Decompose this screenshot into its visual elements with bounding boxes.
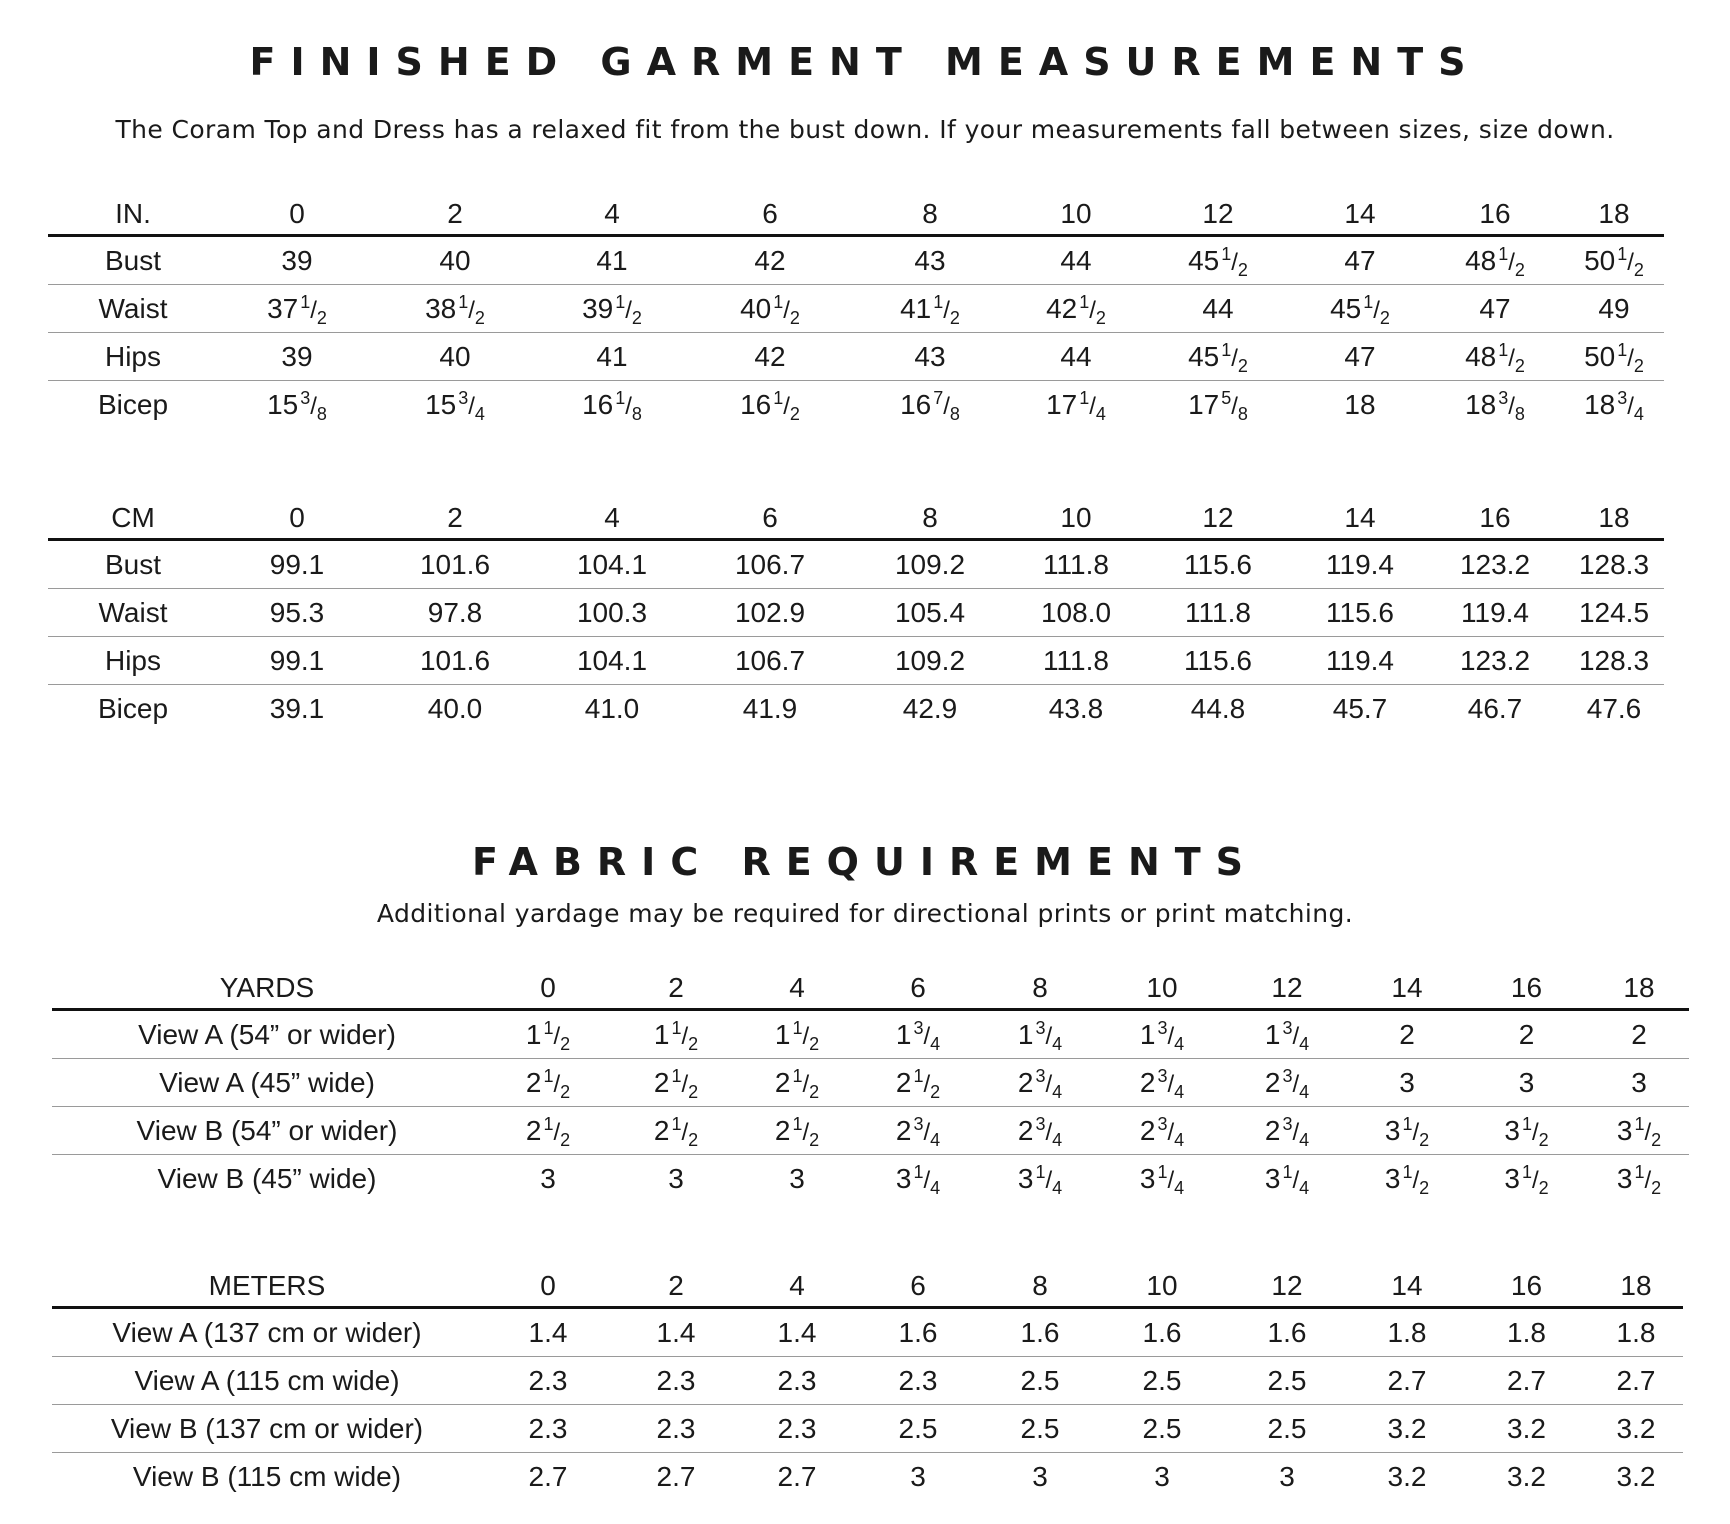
table-row: [52, 1107, 1689, 1155]
size-header: 0: [218, 186, 376, 236]
table-cell: 123.2: [1426, 637, 1564, 685]
size-header: 10: [1100, 1258, 1224, 1308]
row-label: Bicep: [97, 692, 169, 724]
table-cell: 46.7: [1467, 692, 1523, 724]
table-cell: 18 $^3/_8$: [1465, 387, 1525, 424]
size-header: 10: [1100, 960, 1224, 1010]
table-cell: 3 $^1/_2$: [1384, 1161, 1430, 1198]
table-cell: 115.6: [1142, 540, 1294, 589]
table-cell: 39: [218, 333, 376, 381]
table-cell: 3 $^1/_2$: [1589, 1107, 1689, 1155]
table-row: [52, 1453, 1683, 1501]
table-cell: 3.2: [1464, 1405, 1589, 1453]
row-label: View B (137 cm or wider): [52, 1405, 482, 1453]
table-cell: 128.3: [1564, 540, 1664, 589]
table-cell: 2.3: [614, 1405, 738, 1453]
table-cell: 2 $^3/_4$: [1224, 1107, 1350, 1155]
size-header: 2: [376, 186, 534, 236]
table-cell: 3: [1279, 1460, 1295, 1492]
table-cell: 3 $^1/_2$: [1504, 1161, 1549, 1198]
size-header: 8: [980, 1258, 1100, 1308]
table-cell: 40 $^1/_2$: [690, 285, 850, 333]
table-cell: 2 $^3/_4$: [856, 1107, 980, 1155]
table-cell: 2 $^1/_2$: [482, 1059, 614, 1107]
row-label: Waist: [48, 285, 218, 333]
table-cell: 2 $^1/_2$: [482, 1107, 614, 1155]
header-row: [48, 186, 1664, 236]
table-cell: 50 $^1/_2$: [1564, 236, 1664, 285]
table-cell: 45 $^1/_2$: [1294, 285, 1426, 333]
table-cell: 2.5: [1224, 1405, 1350, 1453]
table-cell: 16 $^7/_8$: [900, 387, 960, 424]
table-cell: 18: [1344, 388, 1376, 420]
table-cell: 2.5: [1100, 1405, 1224, 1453]
table-cell: 50 $^1/_2$: [1564, 333, 1664, 381]
table-cell: 101.6: [376, 540, 534, 589]
table-cell: 1 $^3/_4$: [980, 1010, 1100, 1059]
size-header: 6: [856, 960, 980, 1010]
table-cell: 128.3: [1564, 637, 1664, 685]
header-row: [48, 490, 1664, 540]
table-cell: 16 $^1/_8$: [582, 387, 642, 424]
table-row: [48, 685, 1664, 733]
table-cell: 2 $^1/_2$: [738, 1107, 856, 1155]
table-cell: 1.8: [1350, 1308, 1464, 1357]
size-header: 6: [856, 1258, 980, 1308]
table-cell: 3 $^1/_2$: [1616, 1161, 1662, 1198]
table-cell: 1.8: [1464, 1308, 1589, 1357]
garment-measurements-subtitle: The Coram Top and Dress has a relaxed fit from the bust down. If your measurements fall between sizes, size down.: [115, 115, 1615, 144]
table-cell: 1.8: [1589, 1308, 1683, 1357]
table-cell: 42 $^1/_2$: [1010, 285, 1142, 333]
table-cell: 3: [910, 1460, 926, 1492]
table-cell: 124.5: [1564, 589, 1664, 637]
table-cell: 1 $^1/_2$: [482, 1010, 614, 1059]
table-cell: 3: [540, 1162, 556, 1194]
table-cell: 39: [218, 236, 376, 285]
table-cell: 41.9: [742, 692, 798, 724]
size-header: 14: [1294, 490, 1426, 540]
table-cell: 1 $^3/_4$: [1224, 1010, 1350, 1059]
size-header: 18: [1564, 186, 1664, 236]
table-cell: 2.5: [856, 1405, 980, 1453]
table-cell: 109.2: [850, 540, 1010, 589]
table-cell: 44: [1010, 236, 1142, 285]
table-cell: 105.4: [850, 589, 1010, 637]
table-cell: 15 $^3/_8$: [267, 387, 327, 424]
table-cell: 39 $^1/_2$: [534, 285, 690, 333]
size-header: 6: [690, 186, 850, 236]
row-label: Hips: [48, 637, 218, 685]
table-cell: 109.2: [850, 637, 1010, 685]
table-cell: 2.5: [980, 1405, 1100, 1453]
table-cell: 123.2: [1426, 540, 1564, 589]
row-label: View B (45” wide): [157, 1162, 377, 1194]
garment-measurements-title: FINISHED GARMENT MEASUREMENTS: [249, 40, 1481, 84]
table-cell: 3 $^1/_4$: [895, 1161, 941, 1198]
table-cell: 104.1: [534, 637, 690, 685]
table-cell: 18 $^3/_4$: [1584, 387, 1644, 424]
table-cell: 3.2: [1589, 1405, 1683, 1453]
table-cell: 2.7: [1589, 1357, 1683, 1405]
table-cell: 2 $^3/_4$: [1100, 1059, 1224, 1107]
table-cell: 2: [1589, 1010, 1689, 1059]
size-header: 18: [1564, 490, 1664, 540]
table-cell: 16 $^1/_2$: [740, 387, 800, 424]
table-cell: 111.8: [1010, 540, 1142, 589]
size-header: 4: [738, 960, 856, 1010]
row-label: Hips: [48, 333, 218, 381]
size-header: 14: [1350, 960, 1464, 1010]
table-cell: 40: [376, 333, 534, 381]
table-row: [52, 1405, 1683, 1453]
table-cell: 101.6: [376, 637, 534, 685]
table-cell: 37 $^1/_2$: [218, 285, 376, 333]
table-row: [48, 540, 1664, 589]
table-cell: 47: [1294, 236, 1426, 285]
table-cell: 2.5: [1224, 1357, 1350, 1405]
table-cell: 1.4: [614, 1308, 738, 1357]
table-cell: 2 $^3/_4$: [980, 1107, 1100, 1155]
row-label: Bicep: [97, 388, 169, 420]
table-row: [48, 637, 1664, 685]
size-header: 16: [1426, 186, 1564, 236]
unit-header: IN.: [48, 186, 218, 236]
size-header: 14: [1350, 1258, 1464, 1308]
yards-table: [52, 960, 1689, 1202]
centimeters-table: [48, 490, 1664, 732]
table-cell: 2.7: [656, 1460, 696, 1492]
table-cell: 1.4: [482, 1308, 614, 1357]
size-header: 8: [850, 490, 1010, 540]
table-cell: 2 $^1/_2$: [614, 1059, 738, 1107]
table-cell: 2 $^1/_2$: [614, 1107, 738, 1155]
size-header: 18: [1589, 1258, 1683, 1308]
table-cell: 3 $^1/_4$: [1264, 1161, 1310, 1198]
table-cell: 3: [668, 1162, 684, 1194]
meters-table: [52, 1258, 1683, 1500]
table-cell: 119.4: [1426, 589, 1564, 637]
table-cell: 3 $^1/_4$: [1139, 1161, 1185, 1198]
fabric-requirements-title: FABRIC REQUIREMENTS: [471, 840, 1259, 884]
table-cell: 2.3: [482, 1357, 614, 1405]
size-header: 16: [1464, 960, 1589, 1010]
size-header: 0: [218, 490, 376, 540]
table-cell: 41 $^1/_2$: [850, 285, 1010, 333]
table-cell: 106.7: [690, 637, 850, 685]
table-cell: 42: [690, 236, 850, 285]
row-label: View B (54” or wider): [52, 1107, 482, 1155]
table-cell: 2.3: [738, 1405, 856, 1453]
table-cell: 2: [1464, 1010, 1589, 1059]
table-cell: 2.7: [528, 1460, 568, 1492]
table-cell: 1 $^3/_4$: [856, 1010, 980, 1059]
table-cell: 119.4: [1294, 637, 1426, 685]
table-cell: 2.7: [1464, 1357, 1589, 1405]
table-cell: 3.2: [1387, 1460, 1427, 1492]
table-cell: 2: [1350, 1010, 1464, 1059]
table-cell: 44: [1010, 333, 1142, 381]
table-cell: 43.8: [1048, 692, 1104, 724]
size-header: 10: [1010, 186, 1142, 236]
table-cell: 1.6: [1224, 1308, 1350, 1357]
table-cell: 41: [534, 333, 690, 381]
size-header: 12: [1224, 960, 1350, 1010]
row-label: Waist: [48, 589, 218, 637]
table-cell: 2 $^3/_4$: [980, 1059, 1100, 1107]
table-cell: 44.8: [1190, 692, 1246, 724]
table-cell: 1.6: [856, 1308, 980, 1357]
table-cell: 115.6: [1294, 589, 1426, 637]
size-header: 6: [690, 490, 850, 540]
table-cell: 108.0: [1010, 589, 1142, 637]
size-header: 4: [738, 1258, 856, 1308]
table-row: [52, 1357, 1683, 1405]
table-row: [48, 381, 1664, 429]
row-label: View A (115 cm wide): [52, 1357, 482, 1405]
table-cell: 3: [1154, 1460, 1170, 1492]
unit-header: CM: [48, 490, 218, 540]
row-label: View A (45” wide): [52, 1059, 482, 1107]
table-cell: 2.5: [980, 1357, 1100, 1405]
table-cell: 1.4: [738, 1308, 856, 1357]
table-cell: 3: [1464, 1059, 1589, 1107]
table-cell: 45.7: [1332, 692, 1388, 724]
table-cell: 40: [376, 236, 534, 285]
table-cell: 2.5: [1100, 1357, 1224, 1405]
unit-header: METERS: [52, 1258, 482, 1308]
size-header: 12: [1224, 1258, 1350, 1308]
size-header: 12: [1142, 490, 1294, 540]
size-header: 14: [1294, 186, 1426, 236]
table-cell: 1 $^3/_4$: [1100, 1010, 1224, 1059]
size-header: 18: [1589, 960, 1689, 1010]
table-cell: 100.3: [534, 589, 690, 637]
table-cell: 48 $^1/_2$: [1426, 333, 1564, 381]
table-cell: 49: [1564, 285, 1664, 333]
table-cell: 45 $^1/_2$: [1142, 333, 1294, 381]
table-cell: 2 $^3/_4$: [1224, 1059, 1350, 1107]
table-row: [48, 333, 1664, 381]
table-cell: 42.9: [902, 692, 958, 724]
size-header: 2: [614, 960, 738, 1010]
table-cell: 111.8: [1142, 589, 1294, 637]
table-cell: 39.1: [269, 692, 325, 724]
table-cell: 17 $^5/_8$: [1188, 387, 1248, 424]
table-cell: 41: [534, 236, 690, 285]
table-cell: 3.2: [1507, 1460, 1546, 1492]
size-header: 16: [1426, 490, 1564, 540]
table-cell: 2 $^1/_2$: [856, 1059, 980, 1107]
table-row: [52, 1059, 1689, 1107]
table-cell: 99.1: [218, 637, 376, 685]
table-cell: 3: [1589, 1059, 1689, 1107]
table-cell: 17 $^1/_4$: [1046, 387, 1106, 424]
table-cell: 2.7: [1350, 1357, 1464, 1405]
table-cell: 119.4: [1294, 540, 1426, 589]
table-cell: 111.8: [1010, 637, 1142, 685]
table-cell: 47: [1294, 333, 1426, 381]
table-cell: 106.7: [690, 540, 850, 589]
table-cell: 3.2: [1350, 1405, 1464, 1453]
table-cell: 15 $^3/_4$: [425, 387, 485, 424]
header-row: [52, 960, 1689, 1010]
table-row: [52, 1155, 1689, 1203]
table-row: [48, 589, 1664, 637]
table-cell: 2.3: [738, 1357, 856, 1405]
table-cell: 1.6: [1100, 1308, 1224, 1357]
table-cell: 40.0: [427, 692, 483, 724]
fabric-requirements-subtitle: Additional yardage may be required for directional prints or print matching.: [376, 899, 1354, 928]
table-cell: 115.6: [1142, 637, 1294, 685]
table-cell: 3 $^1/_4$: [1017, 1161, 1063, 1198]
table-cell: 47: [1426, 285, 1564, 333]
table-cell: 2 $^3/_4$: [1100, 1107, 1224, 1155]
row-label: Bust: [48, 540, 218, 589]
table-cell: 95.3: [218, 589, 376, 637]
size-header: 16: [1464, 1258, 1589, 1308]
table-row: [52, 1308, 1683, 1357]
table-cell: 102.9: [690, 589, 850, 637]
table-cell: 3: [789, 1162, 805, 1194]
size-header: 0: [482, 960, 614, 1010]
header-row: [52, 1258, 1683, 1308]
size-header: 0: [482, 1258, 614, 1308]
size-header: 8: [980, 960, 1100, 1010]
size-header: 4: [534, 490, 690, 540]
table-cell: 3 $^1/_2$: [1464, 1107, 1589, 1155]
table-cell: 42: [690, 333, 850, 381]
row-label: View A (54” or wider): [52, 1010, 482, 1059]
unit-header: YARDS: [52, 960, 482, 1010]
table-cell: 45 $^1/_2$: [1142, 236, 1294, 285]
size-header: 12: [1142, 186, 1294, 236]
table-cell: 3.2: [1616, 1460, 1656, 1492]
table-cell: 2.3: [482, 1405, 614, 1453]
table-cell: 97.8: [376, 589, 534, 637]
table-cell: 3: [1032, 1460, 1048, 1492]
table-cell: 48 $^1/_2$: [1426, 236, 1564, 285]
table-cell: 104.1: [534, 540, 690, 589]
table-cell: 47.6: [1586, 692, 1642, 724]
table-cell: 99.1: [218, 540, 376, 589]
table-cell: 1 $^1/_2$: [738, 1010, 856, 1059]
table-row: [48, 285, 1664, 333]
table-cell: 44: [1142, 285, 1294, 333]
table-cell: 1 $^1/_2$: [614, 1010, 738, 1059]
size-header: 2: [376, 490, 534, 540]
table-cell: 1.6: [980, 1308, 1100, 1357]
table-cell: 3 $^1/_2$: [1350, 1107, 1464, 1155]
size-header: 8: [850, 186, 1010, 236]
size-header: 10: [1010, 490, 1142, 540]
table-cell: 3: [1350, 1059, 1464, 1107]
inches-table: [48, 186, 1664, 428]
table-cell: 43: [850, 333, 1010, 381]
table-cell: 2.3: [614, 1357, 738, 1405]
table-cell: 2.3: [856, 1357, 980, 1405]
table-row: [52, 1010, 1689, 1059]
table-cell: 38 $^1/_2$: [376, 285, 534, 333]
row-label: View A (137 cm or wider): [52, 1308, 482, 1357]
row-label: Bust: [48, 236, 218, 285]
table-cell: 2.7: [777, 1460, 817, 1492]
row-label: View B (115 cm wide): [132, 1460, 402, 1492]
table-cell: 43: [850, 236, 1010, 285]
table-row: [48, 236, 1664, 285]
size-header: 2: [614, 1258, 738, 1308]
table-cell: 41.0: [584, 692, 640, 724]
size-header: 4: [534, 186, 690, 236]
table-cell: 2 $^1/_2$: [738, 1059, 856, 1107]
